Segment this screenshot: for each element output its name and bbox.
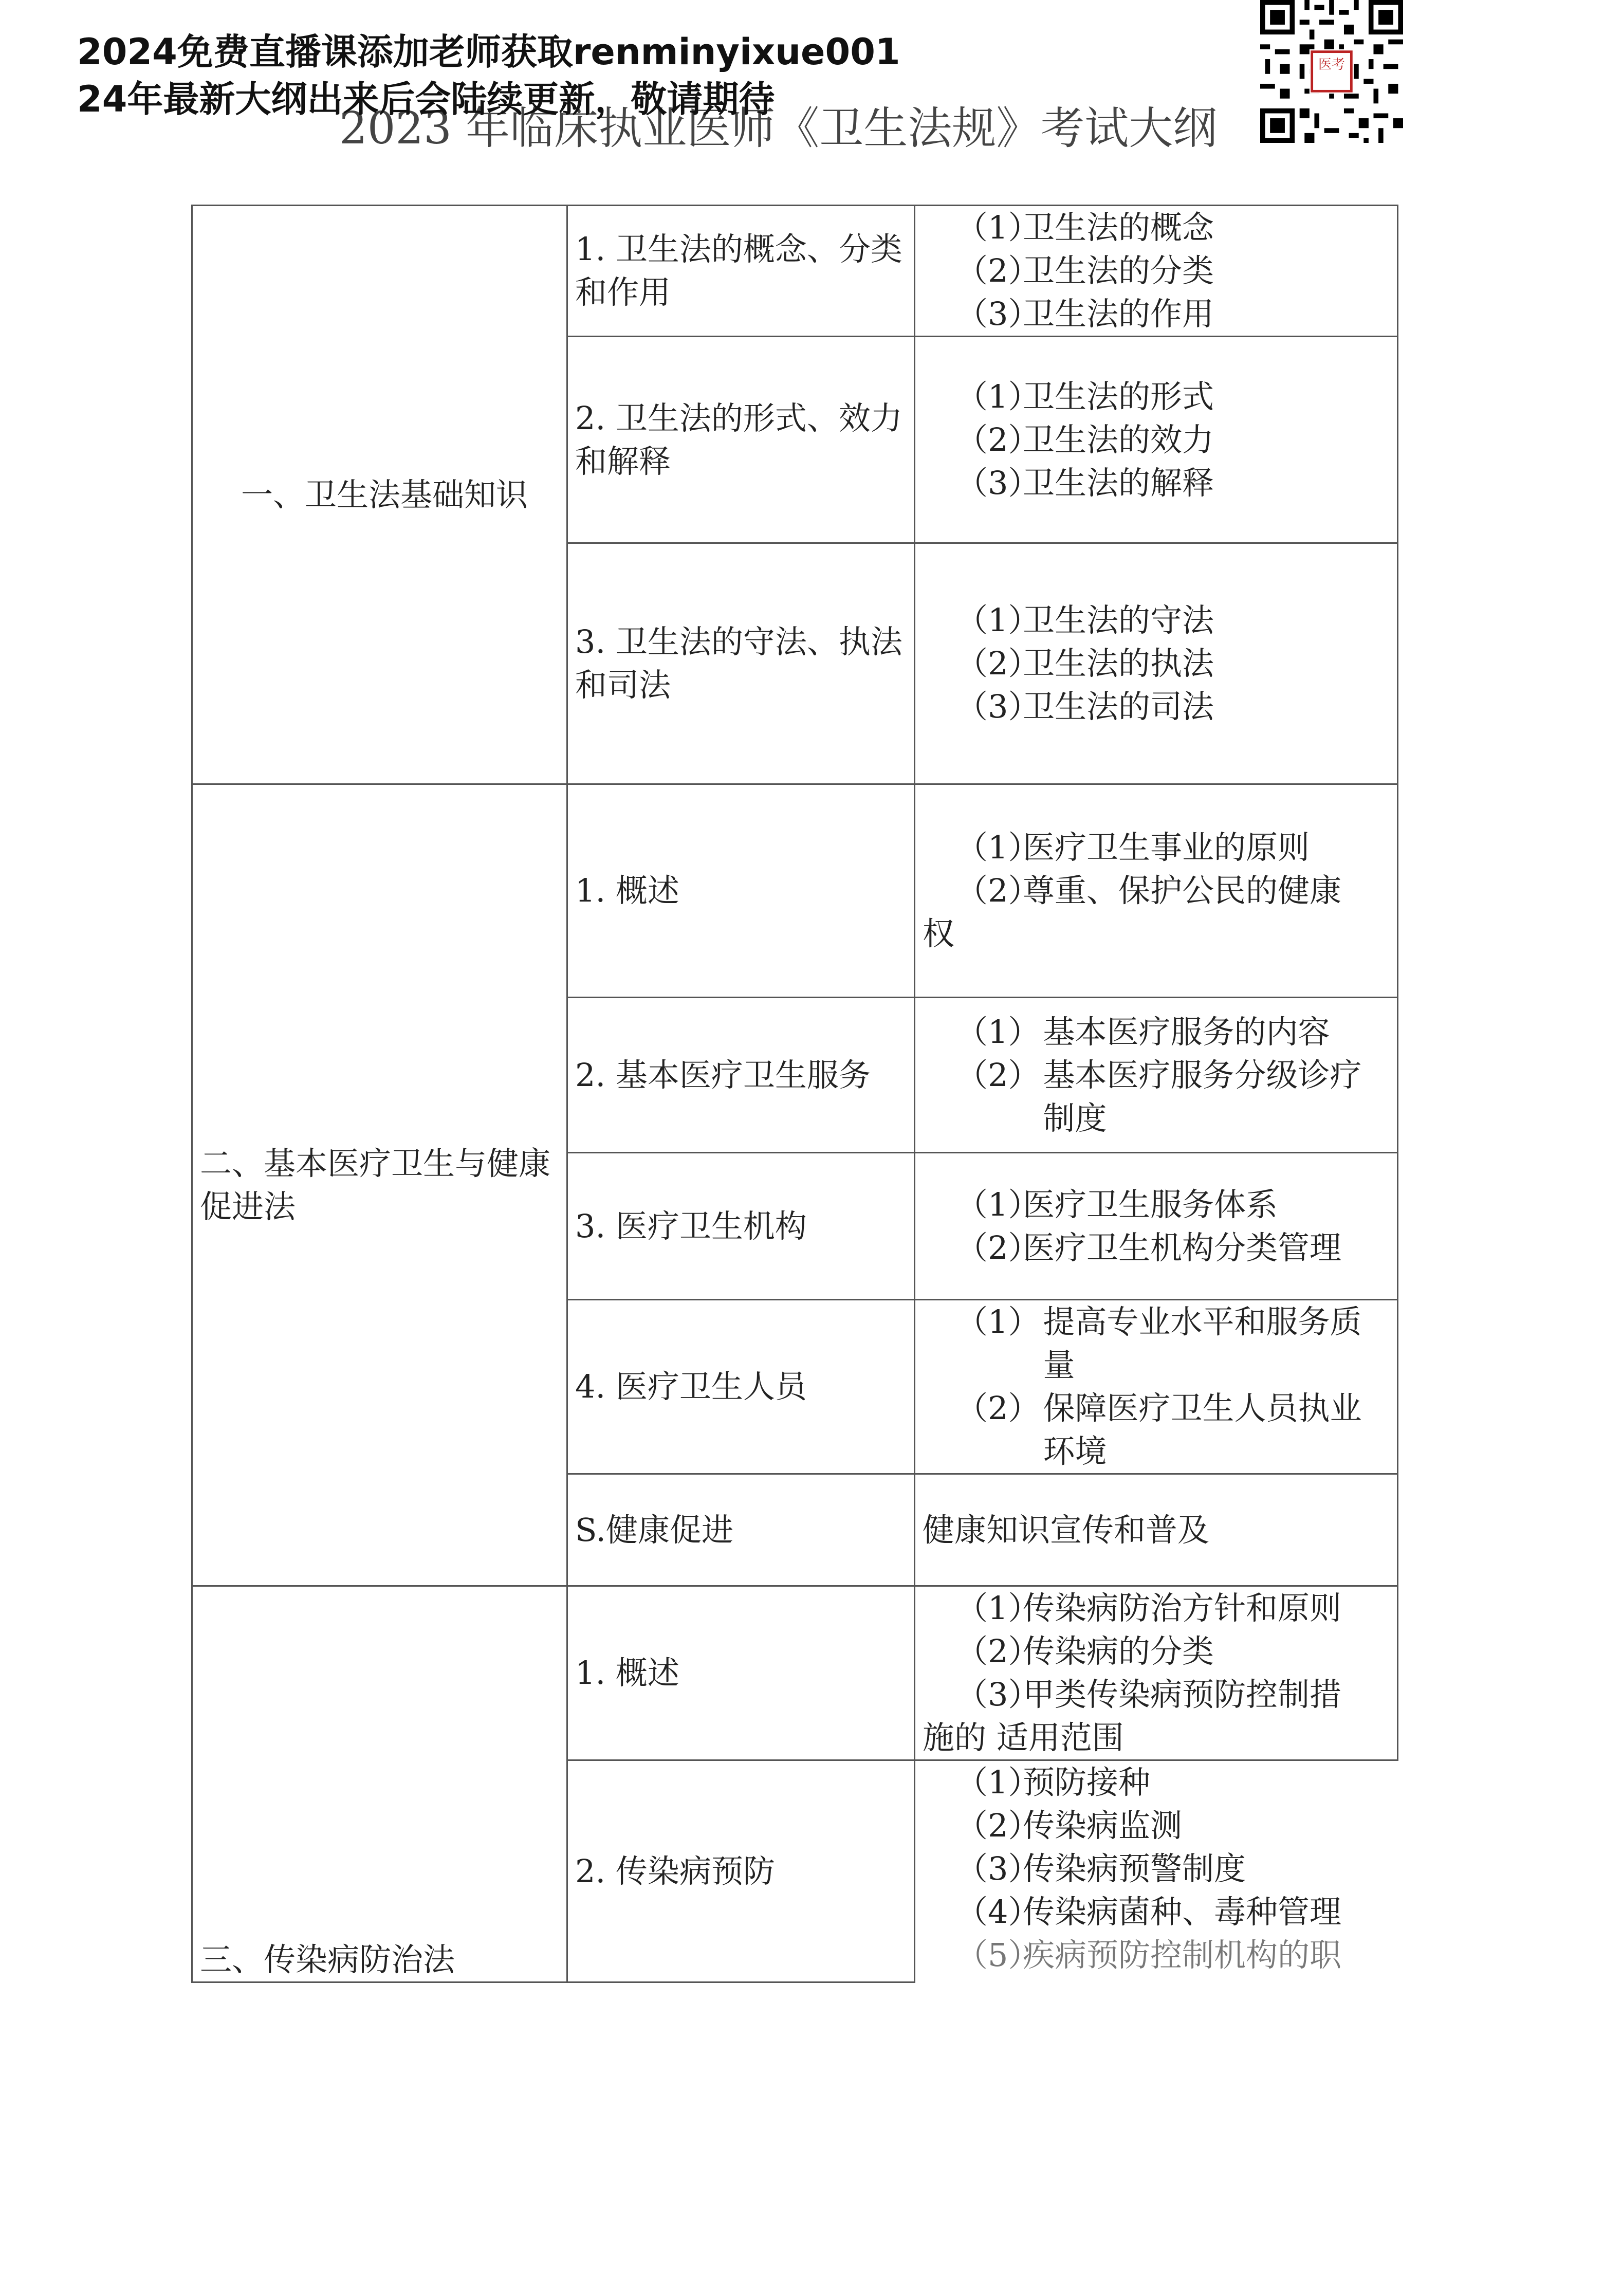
list-item: （3） 卫生法的作用 (956, 295, 1214, 333)
list-item: （2） 传染病的分类 (956, 1632, 1214, 1670)
list-item: （4） 传染病菌种、毒种管理 (956, 1893, 1342, 1931)
table-row (192, 784, 1398, 998)
list-item: （1） 卫生法的守法 (956, 601, 1214, 639)
list-item: （1） 传染病防治方针和原则 (956, 1589, 1342, 1627)
list-item-continuation: 施的 适用范围 (923, 1719, 1124, 1756)
list-item: （2） 卫生法的分类 (956, 252, 1214, 289)
unit-name: 1. 卫生法的概念、分类和作用 (567, 206, 915, 337)
list-item: （2） 保障医疗卫生人员执业环境 (956, 1389, 1362, 1470)
list-item: （1） 卫生法的形式 (956, 377, 1214, 415)
list-item: （1） 提高专业水平和服务质量 (956, 1303, 1362, 1384)
list-item: （2） 基本医疗服务分级诊疗制度 (956, 1056, 1362, 1137)
list-item: （2） 尊重、保护公民的健康 (956, 872, 1342, 909)
unit-name: 2. 卫生法的形式、效力和解释 (567, 337, 915, 543)
syllabus-table (191, 205, 1398, 1983)
unit-points (915, 543, 1398, 784)
list-item: （1） 基本医疗服务的内容 (956, 1013, 1330, 1051)
unit-name: 2. 基本医疗卫生服务 (567, 998, 915, 1153)
section-title: 一、卫生法基础知识 (192, 206, 567, 784)
document-title: 2023 年临床执业医师《卫生法规》考试大纲 (339, 103, 1218, 154)
section-title: 二、基本医疗卫生与健康促进法 (192, 784, 567, 1586)
unit-name: 3. 医疗卫生机构 (567, 1153, 915, 1300)
list-item: （2） 卫生法的效力 (956, 420, 1214, 458)
unit-name: 1. 概述 (567, 1586, 915, 1760)
unit-points (915, 1586, 1398, 1760)
list-item: （1） 医疗卫生事业的原则 (956, 829, 1310, 866)
list-item: （5） 疾病预防控制机构的职 (956, 1936, 1342, 1974)
promo-line-1: 2024免费直播课添加老师获取renminyixue001 (77, 31, 900, 73)
list-item: （2） 医疗卫生机构分类管理 (956, 1228, 1342, 1266)
section-title: 三、传染病防治法 (192, 1586, 567, 1982)
qr-badge-label: 医考 (1318, 57, 1345, 72)
list-item-continuation: 权 (923, 915, 955, 952)
unit-text: 健康知识宣传和普及 (915, 1474, 1398, 1586)
list-item: （2） 卫生法的执法 (956, 645, 1214, 682)
unit-name: 2. 传染病预防 (567, 1760, 915, 1982)
unit-points (915, 998, 1398, 1153)
promo-line-2: 24年最新大纲出来后会陆续更新，敬请期待 (77, 78, 775, 120)
unit-name: 3. 卫生法的守法、执法和司法 (567, 543, 915, 784)
unit-name: S.健康促进 (567, 1474, 915, 1586)
list-item: （1） 卫生法的概念 (956, 209, 1214, 246)
promo-banner (77, 28, 900, 123)
unit-points (915, 1300, 1398, 1474)
list-item: （3） 甲类传染病预防控制措 (956, 1676, 1342, 1713)
list-item: （1） 医疗卫生服务体系 (956, 1185, 1278, 1223)
unit-points (915, 1760, 1398, 1982)
unit-name: 1. 概述 (567, 784, 915, 998)
list-item: （3） 卫生法的司法 (956, 688, 1214, 725)
unit-points (915, 337, 1398, 543)
unit-name: 4. 医疗卫生人员 (567, 1300, 915, 1474)
table-row (192, 1586, 1398, 1760)
list-item: （2） 传染病监测 (956, 1807, 1183, 1844)
table-row (192, 206, 1398, 337)
unit-points (915, 784, 1398, 998)
unit-points (915, 1153, 1398, 1300)
list-item: （3） 传染病预警制度 (956, 1850, 1246, 1887)
unit-points (915, 206, 1398, 337)
list-item: （1） 预防接种 (956, 1764, 1151, 1801)
list-item: （3） 卫生法的解释 (956, 464, 1214, 502)
